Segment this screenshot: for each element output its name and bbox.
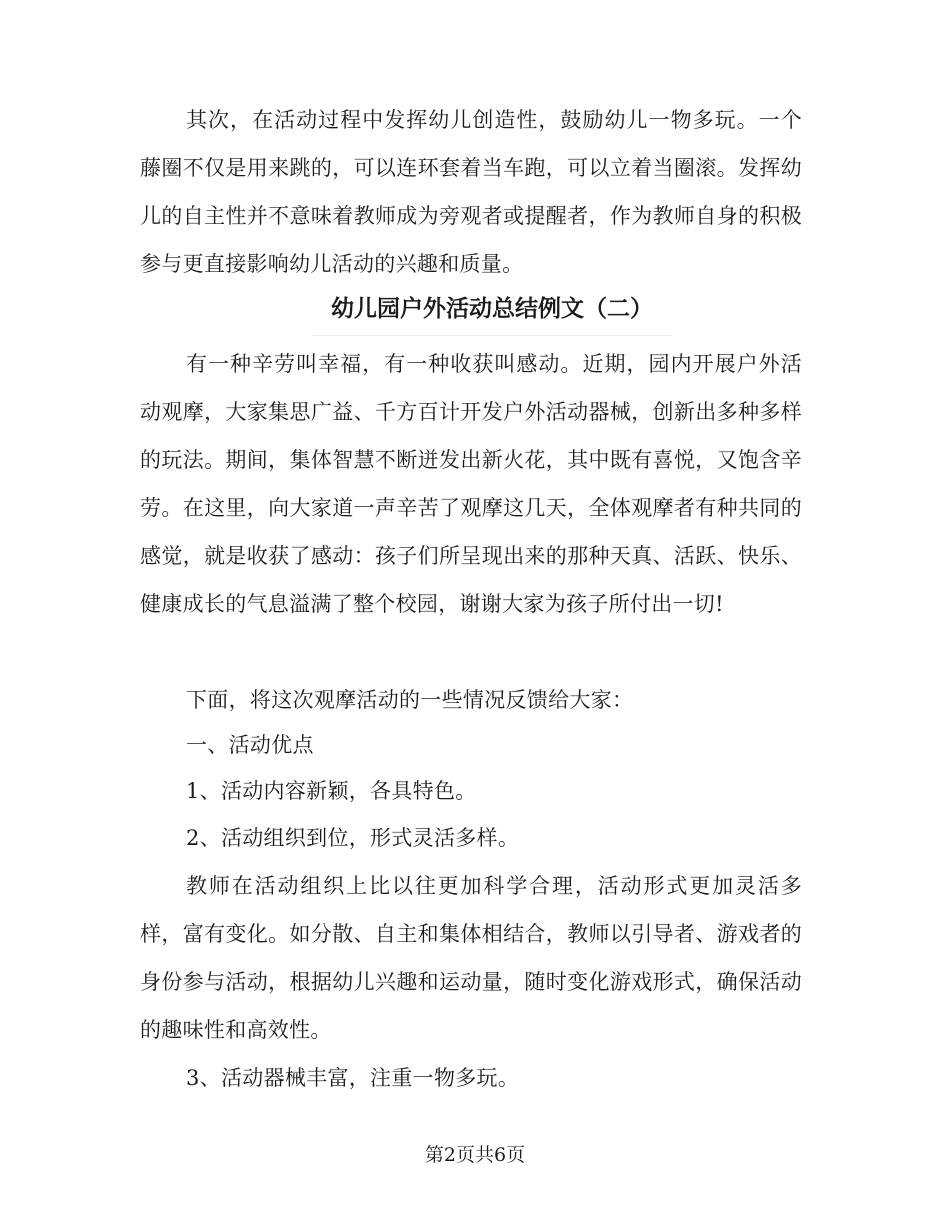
list-item-1: 1、活动内容新颖，各具特色。 (186, 779, 477, 803)
page-number: 第2页共6页 (424, 1144, 526, 1166)
list-heading-advantages: 一、活动优点 (186, 733, 314, 757)
paragraph-creativity: 其次，在活动过程中发挥幼儿创造性，鼓励幼儿一物多玩。一个藤圈不仅是用来跳的，可以连环套着当车跑，可以立着当圈滚。发挥幼儿的自主性并不意味着教师成为旁观者或提醒者，作为教师自身的积极参与更直接影响幼儿活动的兴趣和质量。 (140, 108, 802, 276)
paragraph-organization: 教师在活动组织上比以往更加科学合理，活动形式更加灵活多样，富有变化。如分散、自主和集体相结合，教师以引导者、游戏者的身份参与活动，根据幼儿兴趣和运动量，随时变化游戏形式，确保活动的趣味性和高效性。 (140, 874, 802, 1042)
paragraph-intro: 有一种辛劳叫幸福，有一种收获叫感动。近期，园内开展户外活动观摩，大家集思广益、千方百计开发户外活动器械，创新出多种多样的玩法。期间，集体智慧不断迸发出新火花，其中既有喜悦，又饱含辛劳。在这里，向大家道一声辛苦了观摩这几天，全体观摩者有种共同的感觉，就是收获了感动：孩子们所呈现出来的那种天真、活跃、快乐、健康成长的气息溢满了整个校园，谢谢大家为孩子所付出一切! (140, 352, 802, 616)
list-item-2: 2、活动组织到位，形式灵活多样。 (186, 826, 520, 850)
paragraph-feedback-intro: 下面，将这次观摩活动的一些情况反馈给大家： (186, 688, 634, 712)
list-item-3: 3、活动器械丰富，注重一物多玩。 (186, 1066, 520, 1090)
section-heading: 幼儿园户外活动总结例文（二） (312, 287, 672, 336)
